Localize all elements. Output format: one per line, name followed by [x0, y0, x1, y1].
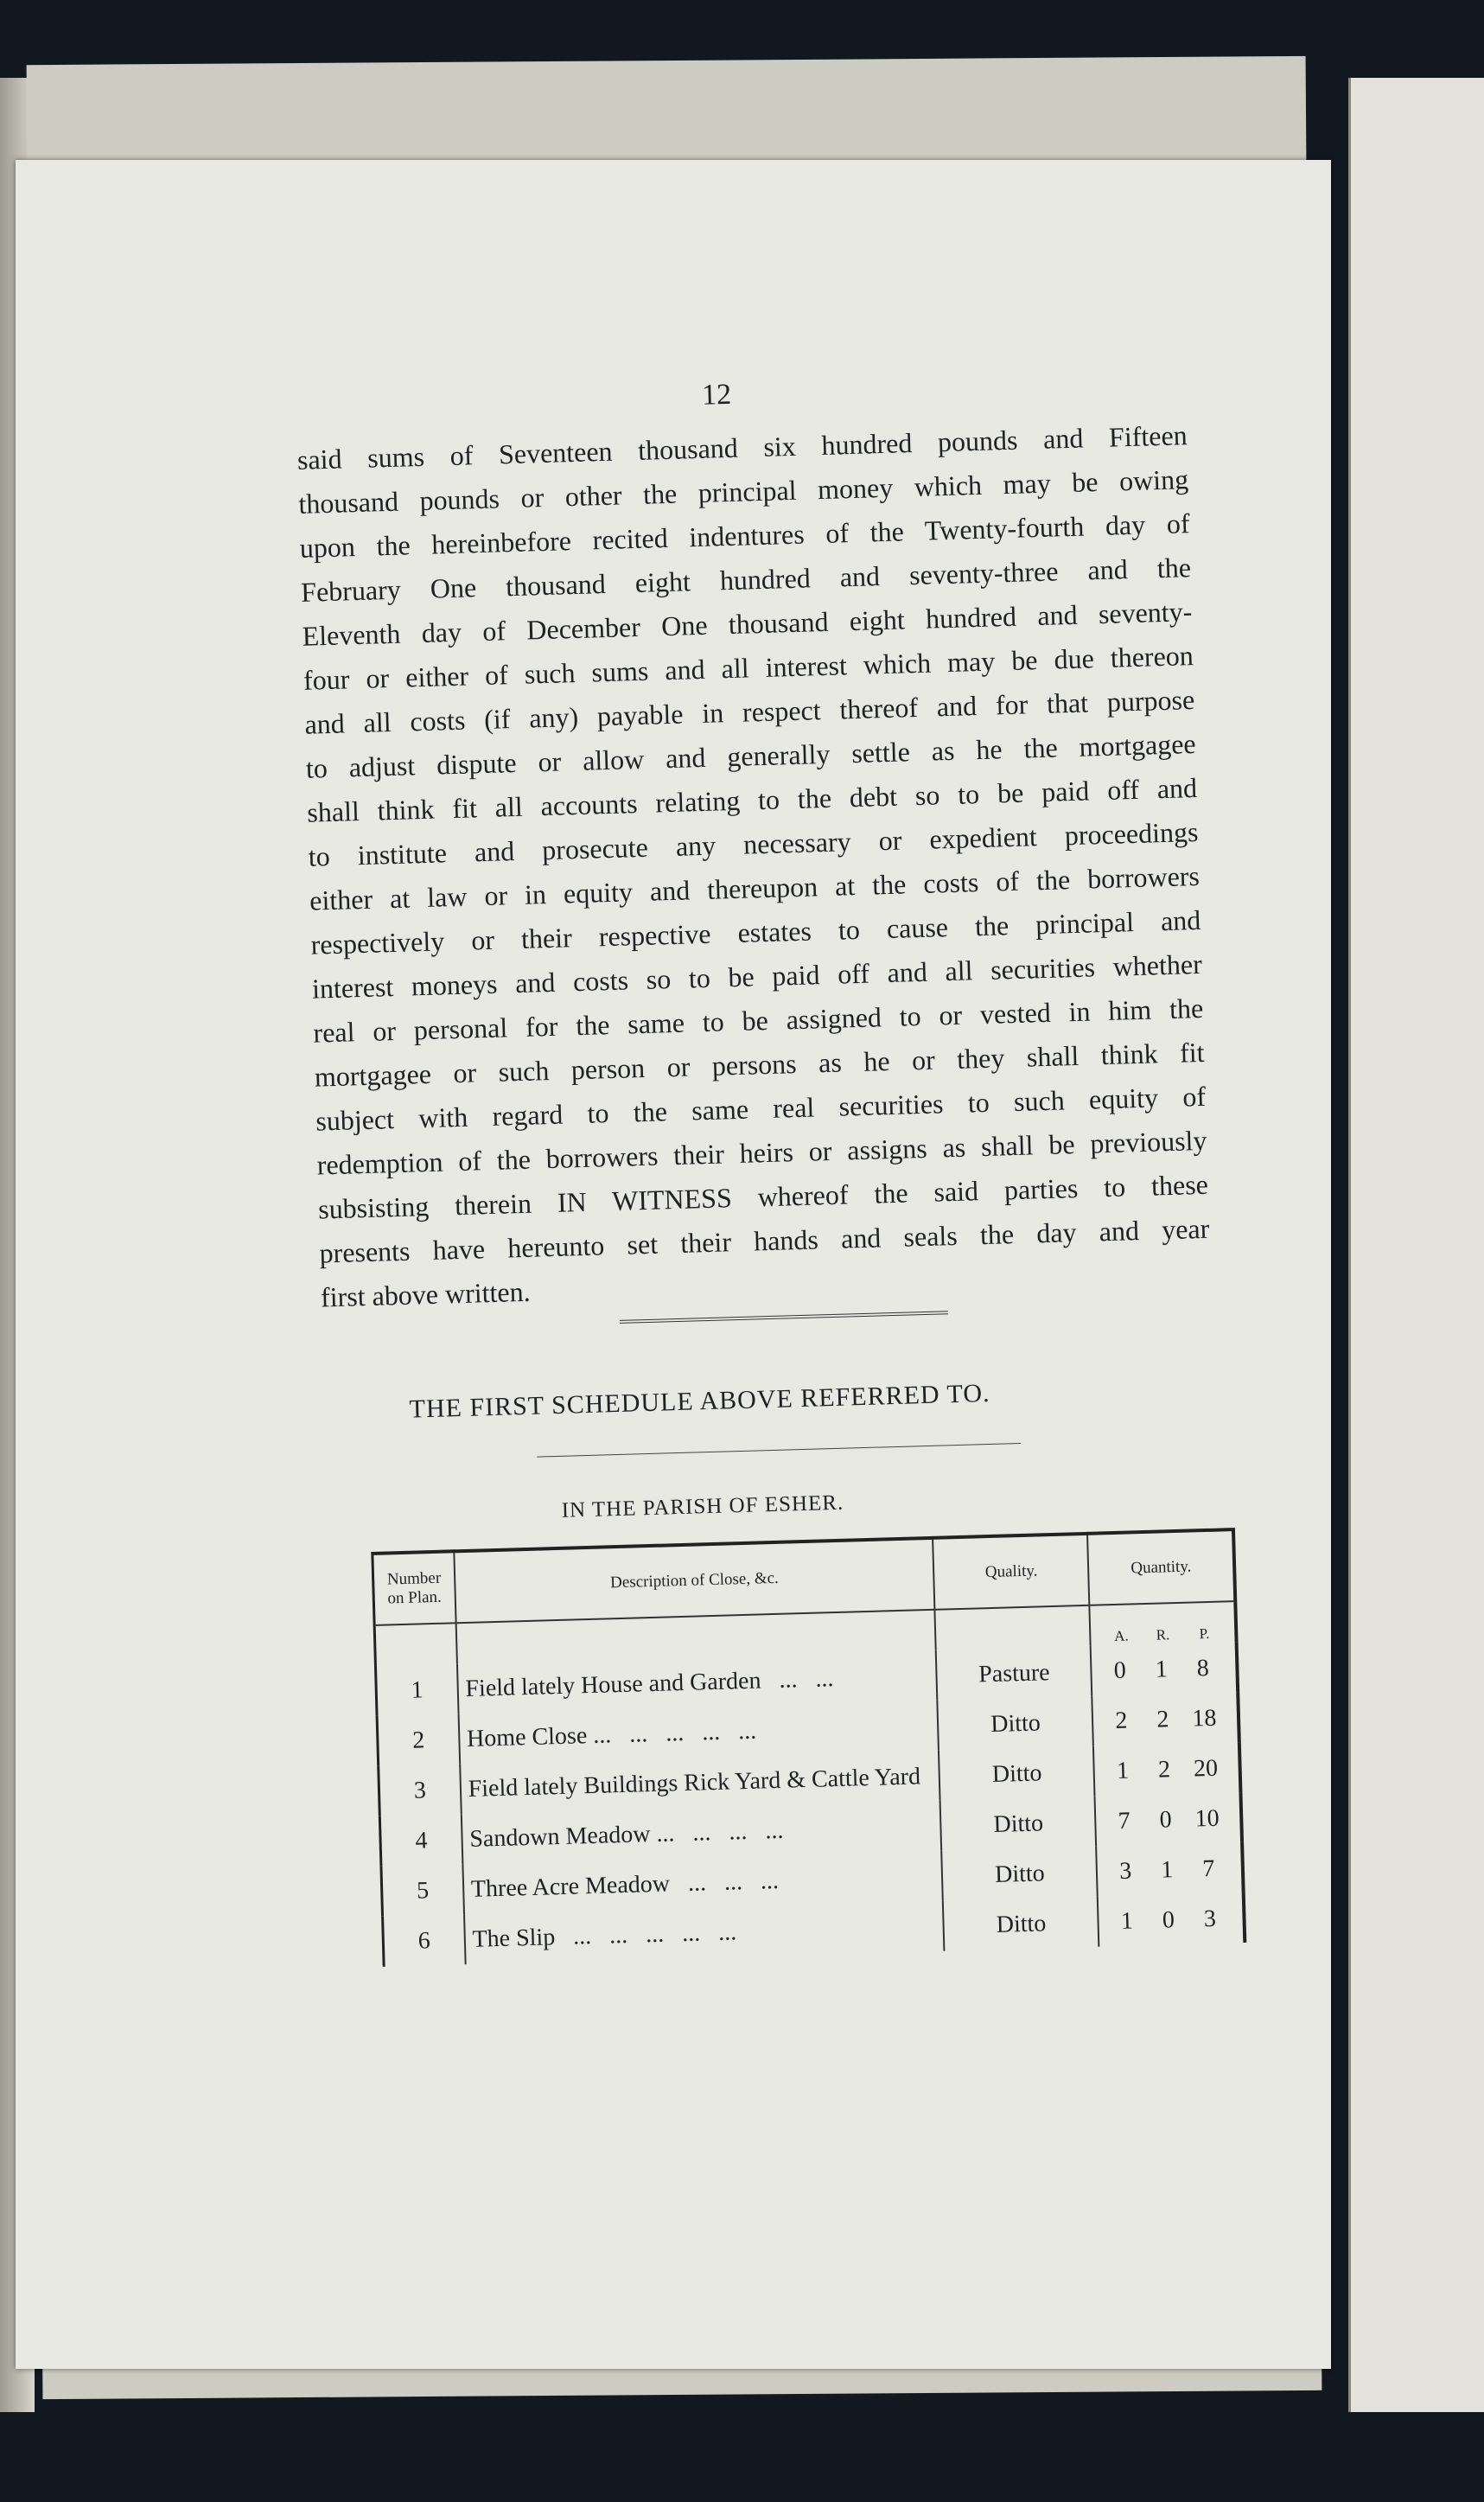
facing-page [1348, 78, 1484, 2412]
acres: 3 [1118, 1857, 1132, 1885]
page-content [0, 142, 1368, 2387]
text-line: subject with regard to the same real securities to such equity of [315, 1080, 1207, 1137]
text-line: shall think fit all accounts relating to the debt so to be paid off and [306, 771, 1198, 828]
unit-perches: P. [1199, 1624, 1210, 1643]
body-text [296, 413, 1211, 1319]
description: Sandown Meadow ... ... ... ... [462, 1801, 942, 1864]
divider [537, 1443, 1021, 1458]
text-line: and all costs (if any) payable in respect thereof and for that purpose [304, 684, 1195, 740]
text-line: presents have hereunto set their hands and seals the day and year [319, 1212, 1210, 1269]
text-line: respectively or their respective estates to cause the principal and [310, 903, 1201, 961]
quality: Ditto [938, 1696, 1093, 1751]
perches: 3 [1203, 1905, 1217, 1933]
acres: 2 [1115, 1707, 1128, 1735]
page-number: 12 [701, 378, 732, 412]
roods: 2 [1156, 1706, 1169, 1733]
plan-number: 2 [377, 1714, 460, 1766]
text-line: February One thousand eight hundred and seventy-three and the [300, 552, 1192, 608]
quantity-units [1090, 1601, 1237, 1646]
unit-acres: A. [1113, 1627, 1130, 1645]
plan-number: 4 [379, 1814, 462, 1867]
header-quality: Quality. [933, 1534, 1090, 1610]
text-line: interest moneys and costs so to be paid off and all securities whether [311, 948, 1203, 1005]
description: Home Close ... ... ... ... ... [458, 1701, 939, 1764]
text-line: upon the hereinbefore recited indentures of the Twenty-fourth day of [299, 507, 1190, 564]
header-number: Number on Plan. [373, 1551, 456, 1625]
acres: 0 [1113, 1656, 1127, 1685]
quality: Pasture [936, 1646, 1092, 1701]
text-line: redemption of the borrowers their heirs or assigns as shall be previously [316, 1124, 1207, 1181]
quantity [1096, 1842, 1243, 1897]
document-page [16, 160, 1331, 2369]
text-line: said sums of Seventeen thousand six hundred pounds and Fifteen [296, 419, 1188, 476]
text-line: real or personal for the same to be assigned to or vested in him the [312, 992, 1204, 1049]
plan-number: 5 [381, 1864, 464, 1917]
description: Three Acre Meadow ... ... ... [462, 1851, 943, 1914]
quality: Ditto [940, 1797, 1096, 1851]
text-line: subsisting therein IN WITNESS whereof the said parties to these [317, 1168, 1209, 1225]
quantity [1098, 1892, 1245, 1947]
roods: 1 [1155, 1656, 1169, 1683]
quantity [1095, 1792, 1242, 1847]
unit-roods: R. [1156, 1626, 1170, 1644]
header-description: Description of Close, &c. [454, 1538, 935, 1623]
perches: 18 [1191, 1704, 1217, 1733]
text-line: either at law or in equity and thereupon at the costs of the borrowers [309, 859, 1201, 916]
text-line: to institute and prosecute any necessary or expedient proceedings [308, 815, 1199, 872]
perches: 8 [1196, 1654, 1210, 1682]
text-line: thousand pounds or other the principal money which may be owing [297, 463, 1189, 520]
perches: 7 [1201, 1854, 1215, 1883]
quality: Ditto [939, 1746, 1094, 1801]
roods: 0 [1159, 1806, 1173, 1834]
description: The Slip ... ... ... ... ... [464, 1901, 945, 1964]
quality: Ditto [943, 1897, 1099, 1951]
text-line: to adjust dispute or allow and generally settle as he the mortgagee [305, 727, 1197, 784]
header-quantity: Quantity. [1087, 1529, 1235, 1605]
text-line: mortgagee or such person or persons as he or they shall think fit [314, 1036, 1206, 1093]
text-line: first above written. [320, 1275, 532, 1313]
quantity [1091, 1642, 1238, 1696]
quantity [1093, 1742, 1240, 1797]
plan-number: 6 [383, 1914, 466, 1967]
description: Field lately House and Garden ... ... [457, 1650, 938, 1714]
description: Field lately Buildings Rick Yard & Cattle Yard [460, 1751, 940, 1814]
plan-number: 1 [375, 1663, 458, 1716]
acres: 1 [1116, 1757, 1130, 1784]
text-line: four or either of such sums and all interest which may be due thereon [303, 640, 1194, 696]
schedule-title: THE FIRST SCHEDULE ABOVE REFERRED TO. [409, 1378, 990, 1424]
plan-number: 3 [379, 1764, 462, 1816]
quality: Ditto [942, 1847, 1098, 1901]
quantity [1092, 1692, 1239, 1746]
schedule-table [371, 1528, 1246, 1967]
acres: 1 [1120, 1907, 1134, 1935]
roods: 1 [1160, 1856, 1174, 1884]
perches: 10 [1194, 1804, 1220, 1833]
roods: 2 [1157, 1756, 1171, 1784]
text-line: Eleventh day of December One thousand eight hundred and seventy- [302, 596, 1193, 652]
divider [620, 1311, 948, 1324]
parish-heading: IN THE PARISH OF ESHER. [561, 1490, 844, 1522]
perches: 20 [1193, 1754, 1219, 1783]
acres: 7 [1118, 1807, 1131, 1835]
roods: 0 [1162, 1906, 1175, 1934]
